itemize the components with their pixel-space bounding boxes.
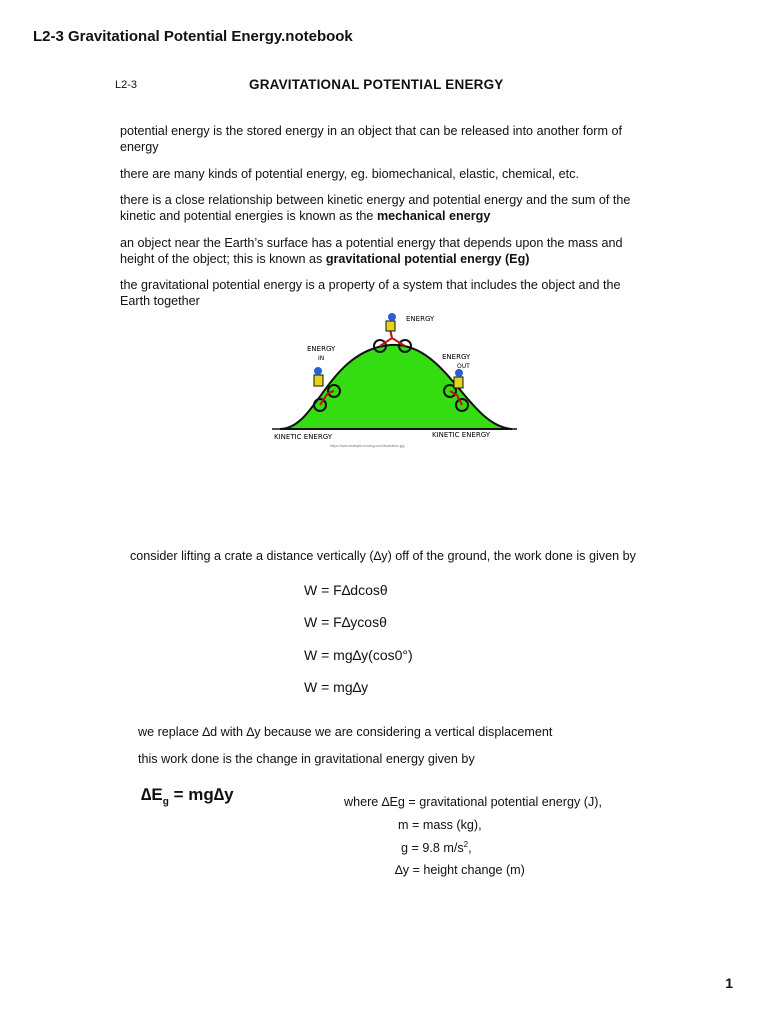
equation-4: W = mg∆y	[304, 679, 369, 695]
label-energy-in-2: IN	[318, 355, 325, 362]
where-gravity	[401, 840, 472, 855]
document-title: L2-3 Gravitational Potential Energy.notebook	[33, 28, 353, 45]
gravitational-energy-term: gravitational potential energy (Eg)	[325, 252, 530, 266]
figure-caption: https://www.example-hosting.com/illustration.jpg	[330, 444, 405, 448]
paragraph-definition: potential energy is the stored energy in an object that can be released into another form of energy	[120, 124, 622, 154]
lesson-code: L2-3	[115, 79, 138, 91]
label-energy-in-1: ENERGY	[307, 345, 336, 353]
label-energy-top: ENERGY	[406, 315, 435, 323]
hill-cyclist-figure	[262, 311, 524, 451]
gravitational-energy-formula	[141, 785, 234, 807]
formula-subscript: g	[162, 796, 169, 808]
label-energy-out-1: ENERGY	[442, 353, 471, 361]
where-gravity-comma: ,	[468, 841, 472, 856]
label-kinetic-left: KINETIC ENERGY	[274, 433, 333, 441]
paragraph-gravitational	[120, 235, 650, 267]
page-heading: GRAVITATIONAL POTENTIAL ENERGY	[249, 77, 504, 92]
paragraph-mechanical-text: there is a close relationship between kinetic energy and potential energy and the sum of the kinetic and potential energies is known as the	[120, 193, 631, 223]
where-gravity-exponent: 2	[463, 840, 469, 849]
note-change-energy: this work done is the change in gravitational energy given by	[138, 752, 475, 766]
page-number: 1	[725, 975, 733, 991]
paragraph-system: the gravitational potential energy is a property of a system that includes the object and the Earth together	[120, 278, 621, 308]
equation-1: W = F∆dcosθ	[304, 582, 388, 598]
label-energy-out-2: OUT	[457, 363, 470, 370]
label-kinetic-right: KINETIC ENERGY	[432, 431, 491, 439]
where-mass: m = mass (kg),	[398, 818, 482, 832]
where-energy: where ∆Eg = gravitational potential energy (J),	[344, 795, 602, 809]
equation-3: W = mg∆y(cos0°)	[304, 647, 413, 663]
paragraph-mechanical-energy	[120, 192, 650, 224]
green-hill	[280, 345, 512, 429]
hill-illustration	[262, 311, 524, 451]
mechanical-energy-term: mechanical energy	[376, 209, 491, 223]
note-displacement: we replace ∆d with ∆y because we are considering a vertical displacement	[138, 725, 553, 739]
work-intro: consider lifting a crate a distance vertically (∆y) off of the ground, the work done is given by	[130, 549, 636, 563]
equation-2: W = F∆ycosθ	[304, 614, 387, 630]
paragraph-kinds: there are many kinds of potential energy, eg. biomechanical, elastic, chemical, etc.	[120, 167, 579, 181]
paragraph-gravitational-text: an object near the Earth’s surface has a potential energy that depends upon the mass and height of the object; this is known as	[120, 236, 623, 266]
where-gravity-text: g = 9.8 m/s	[401, 841, 464, 856]
formula-delta-e: ∆E	[141, 785, 163, 804]
formula-rhs: = mg∆y	[168, 785, 234, 804]
where-height: ∆y = height change (m)	[395, 863, 525, 877]
